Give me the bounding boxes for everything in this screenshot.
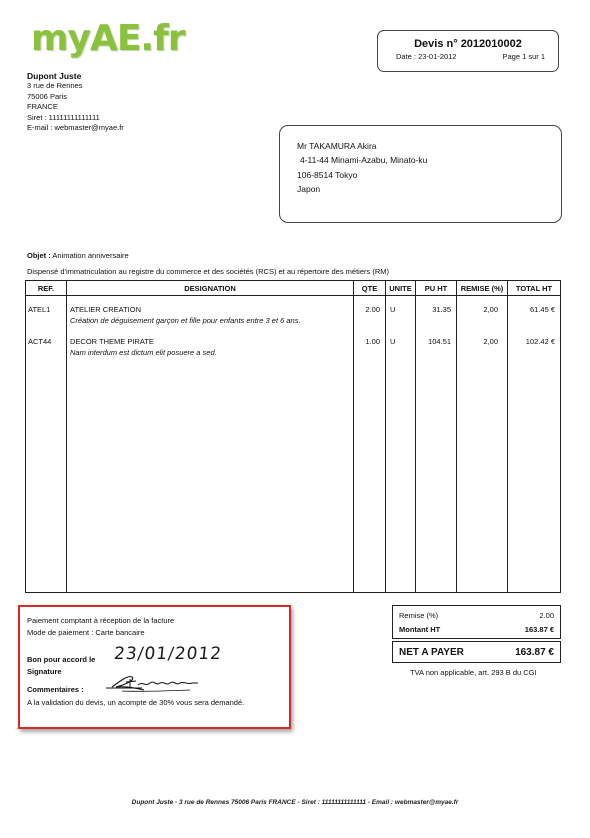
handwritten-date: 23/01/2012: [112, 644, 224, 664]
row1-designation: ATELIER CREATION: [70, 305, 141, 314]
row1-unit: U: [390, 305, 396, 314]
header-ref: REF.: [37, 284, 55, 293]
client-name: Mr TAKAMURA Akira: [297, 141, 377, 151]
sender-street: 3 rue de Rennes: [27, 81, 83, 91]
payment-terms-box: [18, 605, 291, 729]
net-to-pay-box: [392, 641, 561, 663]
legal-notice: Dispensé d'immatriculation au registre du commerce et des sociétés (RCS) et au répertoire des métiers (RM): [27, 267, 389, 276]
handwritten-signature: [102, 671, 202, 693]
sender-country: FRANCE: [27, 102, 58, 112]
sender-siret: Siret : 11111111111111: [27, 112, 100, 122]
header-total: TOTAL HT: [515, 284, 553, 293]
net-to-pay-label: NET A PAYER: [399, 647, 464, 658]
quote-page-number: Page 1 sur 1: [502, 52, 545, 61]
row1-ref: ATEL1: [28, 305, 51, 314]
net-ht-label: Montant HT: [399, 625, 441, 634]
items-table: [25, 280, 561, 593]
signature-label: Signature: [27, 667, 62, 676]
client-address-box: [279, 125, 562, 223]
quote-title: Devis n° 2012010002: [414, 38, 522, 50]
header-discount: REMISE (%): [460, 284, 504, 293]
quote-date: Date : 23-01-2012: [396, 52, 457, 61]
row2-designation: DECOR THEME PIRATE: [70, 337, 154, 346]
sender-city: 75006 Paris: [27, 91, 68, 101]
client-city: 106-8514 Tokyo: [297, 169, 358, 180]
row2-description: Nam interdum est dictum elit posuere a sed.: [70, 348, 217, 357]
discount-label: Remise (%): [399, 611, 439, 620]
row1-qty: 2.00: [365, 305, 380, 314]
header-qty: QTE: [361, 284, 378, 293]
company-logo: myAE.fr: [31, 18, 185, 59]
header-designation: DESIGNATION: [184, 284, 236, 293]
sender-name: Dupont Juste: [27, 71, 82, 81]
row1-discount: 2,00: [483, 305, 498, 314]
client-country: Japon: [297, 183, 321, 194]
row2-ref: ACT44: [28, 337, 52, 346]
row1-description: Création de déguisement garçon et fille pour enfants entre 3 et 6 ans.: [70, 316, 301, 325]
row1-unit-price: 31.35: [432, 305, 451, 314]
quote-header-box: [377, 30, 559, 72]
comments-label: Commentaires :: [27, 685, 84, 694]
object-text: Animation anniversaire: [52, 251, 129, 260]
row2-total: 102.42 €: [525, 337, 555, 346]
net-ht-value: 163.87 €: [524, 625, 554, 634]
sender-address: [27, 71, 124, 133]
quote-object: [27, 251, 129, 260]
page-footer: Dupont Juste - 3 rue de Rennes 75006 Paris FRANCE - Siret : 11111111111111 - Email : webmaster@myae.fr: [131, 799, 459, 806]
row1-total: 61.45 €: [529, 305, 555, 314]
approval-label: Bon pour accord le: [27, 655, 96, 664]
net-to-pay-value: 163.87 €: [515, 647, 554, 658]
payment-comment: A la validation du devis, un acompte de 30% vous sera demandé.: [27, 698, 245, 707]
header-unit: UNITE: [389, 284, 412, 293]
header-unit-price: PU HT: [424, 284, 448, 293]
payment-line1: Paiement comptant à réception de la facture: [27, 616, 175, 625]
tva-note: TVA non applicable, art. 293 B du CGI: [410, 668, 537, 677]
client-street: 4-11-44 Minami-Azabu, Minato-ku: [300, 155, 428, 166]
payment-line2: Mode de paiement : Carte bancaire: [27, 628, 145, 637]
row2-discount: 2,00: [483, 337, 498, 346]
sender-email: E-mail : webmaster@myae.fr: [27, 123, 124, 133]
row2-qty: 1.00: [365, 337, 380, 346]
totals-box: [392, 605, 561, 639]
row2-unit: U: [390, 337, 396, 346]
object-label: Objet :: [27, 251, 51, 260]
row2-unit-price: 104.51: [428, 337, 451, 346]
discount-value: 2.00: [539, 611, 554, 620]
